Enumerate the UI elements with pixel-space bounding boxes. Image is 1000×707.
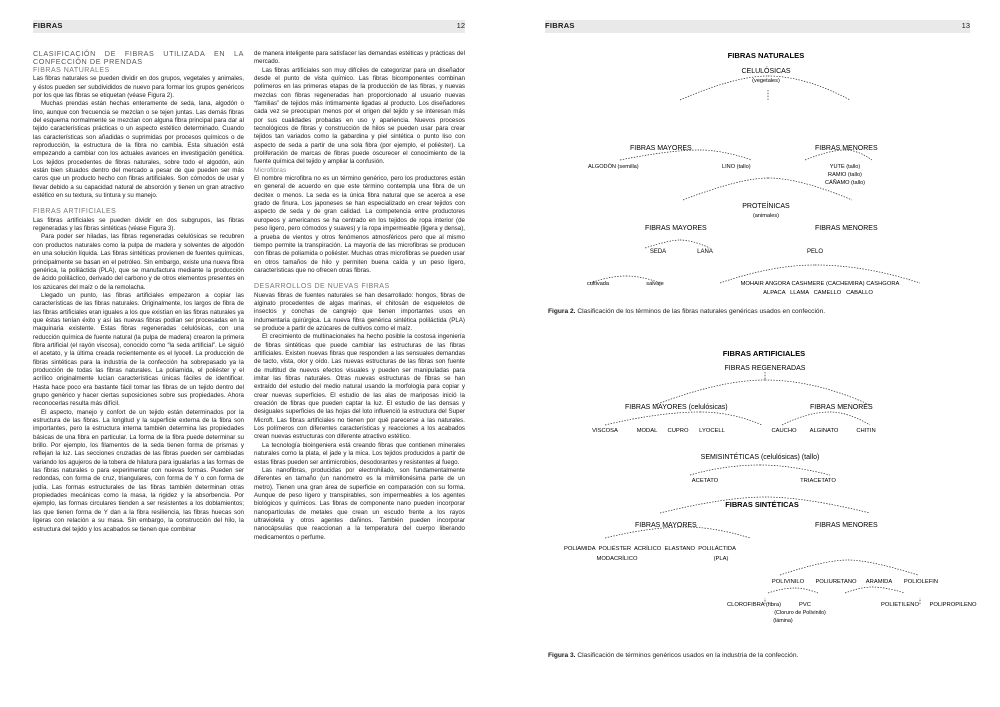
fig2-yute: YUTE (tallo) xyxy=(829,164,861,170)
section-heading: CLASIFICACIÓN DE FIBRAS UTILIZADA EN LA CONFECCIÓN DE PRENDAS xyxy=(33,49,244,67)
paragraph: Nuevas fibras de fuentes naturales se han desarrollado: hongos, fibras de alginato procedentes de algas marinas, el chitosán de esqueletos de insectos y conchas de cangrejo que tienen importantes usos en indumentaria quirúrgica. La nueva fibra genérica sintética poliláctida (PLA) se produce a partir de azúcares de cultivos como el maíz. xyxy=(254,291,465,333)
paragraph: El aspecto, manejo y confort de un tejido están determinados por la estructura de las fibras. La longitud y la superficie externa de la fibra son importantes, pero la estructura interna también determina las propiedades básicas de una fibra en particular. La forma de la fibra puede determinar su brillo. Por ejemplo, los filamentos de la seda tienen forma de prismas y reflejan la luz. Las secciones cruzadas de las fibras pueden ser cambiadas variando los agujeros de la tobera de hilatura para igualarlas a las formas de las fibras naturales o para experimentar con nuevas formas. Pueden ser redondas, con forma de cruz, triangulares, con forma de Y o con forma de judía. Las formas estructurales de las fibras también determinan otras propiedades mecánicas como la masa, la rigidez y la absorbencia. Por ejemplo, las formas circulares tienden a ser resistentes a los doblamientos; las que tienen forma de Y dan a la fibra resiliencia, las fibras huecas son ligeras con relación a su masa. Sin embargo, la construcción del hilo, la estructura del tejido y los acabados se tienen que combinar xyxy=(33,408,244,533)
fig2-canamo: CÁÑAMO (tallo) xyxy=(824,180,866,186)
paragraph: El nombre microfibra no es un término genérico, pero los productores están en general de acuerdo en que este término contempla una fibra de un decitex o menos. La seda es la única fibra natural que se acerca a ese grado de finura. Los japoneses se han especializado en crear tejidos con aspecto de seda y de gran calidad. La competencia entre productores europeos y americanos se ha centrado en los tejidos de ropa interior (de peso ligero, pero cómodos y suaves) y la ropa impermeable (ligera y densa), a prueba de vientos y otros fenómenos atmosféricos pero que al mismo tiempo permite la transpiración. La mayoría de las microfibras se producen con fibras de poliamida o poliéster. Muchas otras microfibras se pueden usar en otros tamaños de hilo y permiten buena caída y un peso ligero, características que no ofrecen otras fibras. xyxy=(254,175,465,274)
page-number: 13 xyxy=(961,21,970,30)
paragraph: Llegado un punto, las fibras artificiales empezaron a copiar las características de las fibras naturales. Originalmente, los largos de fibra de las fibras artificiales eran iguales a los que existían en las fibras naturales ya que éstas tenían éxito y así las nuevas fibras podían ser procesadas en la maquinaria existente. Estas fibras regeneradas celulósicas, con una reducción química de fuente natural (la pulpa de madera) crearon la primera fibra artificial (el rayón viscosa), conocido como “la seda artificial”. Le siguió el acetato, y la última creada recientemente es el lyocell. La producción de fibras sintéticas para la industria de la confección ha sobrepasado ya la producción de todas las fibras naturales. La poliamida, el poliéster y el acrílico originalmente lucían características únicas fáciles de identificar. Hasta hace poco era bastante fácil tomar las fibras de un tejido dentro del grupo genérico y hacer ciertas suposiciones sobre sus propiedades. Ahora reconocerlas resulta más difícil. xyxy=(33,291,244,408)
section-heading: FIBRAS NATURALES xyxy=(33,66,110,74)
paragraph: Las fibras artificiales se pueden dividir en dos subgrupos, las fibras regeneradas y las fibras sintéticas (véase Figura 3). xyxy=(33,216,244,233)
paragraph: de manera inteligente para satisfacer las demandas estéticas y prácticas del mercado. xyxy=(254,50,465,66)
fig3-aramida: ARAMIDA xyxy=(865,579,893,585)
page-number: 12 xyxy=(456,21,465,30)
fig2-celulosicas: CELULÓSICAS xyxy=(741,68,791,75)
fig3-modal: MODAL xyxy=(636,428,658,434)
fig3-modacrilico: MODACRÍLICO xyxy=(596,556,638,562)
text-column-2 xyxy=(254,50,465,542)
paragraph: Para poder ser hiladas, las fibras regeneradas celulósicas se recubren con productos naturales como la pulpa de madera y solventes de algodón en una solución líquida. Las fibras sintéticas provienen de fuentes químicas, principalmente se basan en el petróleo. Sin embargo, existe una nueva fibra genérica, la poliláctida (PLA), que se manufactura mediante la producción de ácido poliláctico, derivado del carbono y de otros elementos presentes en los azúcares del maíz o de la remolacha. xyxy=(33,233,244,291)
caption-label: Figura 3. xyxy=(548,652,576,659)
fig2-mayores2: FIBRAS MAYORES xyxy=(645,225,707,232)
fig3-mayores-cel: FIBRAS MAYORES (celulósicas) xyxy=(625,404,728,411)
fig3-pvc: PVC xyxy=(799,602,811,608)
fig3-pvc3: (lámina) xyxy=(773,618,793,624)
fig3-acetato: ACETATO xyxy=(691,478,719,484)
fig2-mohair-row: MOHAIR ANGORA CASHMERE (CACHEMIRA) CASHGORA xyxy=(740,281,900,287)
fig3-regeneradas: FIBRAS REGENERADAS xyxy=(724,365,806,372)
fig3-polipropileno: POLIPROPILENO xyxy=(929,602,977,608)
fig3-mayores2: FIBRAS MAYORES xyxy=(635,522,697,529)
running-header xyxy=(33,20,465,33)
fig3-triacetato: TRIACETATO xyxy=(800,478,836,484)
fig3-chitin: CHITIN xyxy=(856,428,876,434)
figure-3-caption xyxy=(548,652,798,659)
fig3-alginato: ALGINATO xyxy=(809,428,839,434)
fig2-menores1: FIBRAS MENORES xyxy=(815,145,878,152)
caption-label: Figura 2. xyxy=(548,308,576,315)
caption-text: Clasificación de los términos de las fibras naturales genéricas usados en confección. xyxy=(575,308,826,315)
section-heading: DESARROLLOS DE NUEVAS FIBRAS xyxy=(254,283,390,291)
fig2-cultivada: cultivada xyxy=(586,281,610,287)
spacer xyxy=(33,200,244,208)
fig2-salvaje: salvaje xyxy=(646,281,664,287)
fig3-polietileno: POLIETILENO xyxy=(880,602,920,608)
paragraph: Muchas prendas están hechas enteramente de seda, lana, algodón o lino, aunque con frecuencia se mezclan o se tejen juntas. Las demás fibras del esquema normalmente se mezclan con alguna fibra principal para dar al tejido características prácticas o un aspecto estético determinado. Cuando las características son añadidas o suprimidas por procesos químicos o de reproducción, la estructura de la fibra no cambia. Esta situación está empezando a cambiar con los actuales avances en investigación genética. Los tejidos procedentes de fibras naturales, sobre todo el algodón, aún están bien situados dentro del mercado a pesar de que pueden ser más caros que un producto hecho con fibras artificiales. Son cómodos de usar y llevar debido a su capacidad natural de absorción y tienen un gran atractivo estético en su textura, su tintura y su manejo. xyxy=(33,100,244,200)
fig3-clorofibra: CLOROFIBRA (fibra) xyxy=(726,602,782,608)
fig3-major-row: POLIAMIDA POLIÉSTER ACRÍLICO ELASTANO POLILÁCTIDA xyxy=(564,546,736,552)
fig3-title: FIBRAS ARTIFICIALES xyxy=(722,349,806,358)
fig3-poliuretano: POLIURETANO xyxy=(815,579,857,585)
running-header xyxy=(545,20,970,33)
fig2-mayores1: FIBRAS MAYORES xyxy=(630,145,692,152)
fig2-lino: LINO (tallo) xyxy=(722,164,751,170)
fig2-vegetales: (vegetales) xyxy=(752,78,780,84)
fig2-title: FIBRAS NATURALES xyxy=(727,51,805,60)
fig3-menores1: FIBRAS MENORES xyxy=(810,404,873,411)
fig2-proteinicas: PROTEÍNICAS xyxy=(742,203,790,210)
text-column-1 xyxy=(33,50,244,534)
fig2-menores2: FIBRAS MENORES xyxy=(815,225,878,232)
fig3-cupro: CUPRO xyxy=(667,428,689,434)
fig2-pelo: PELO xyxy=(806,249,824,255)
fig2-lana: LANA xyxy=(697,249,713,255)
paragraph: El crecimiento de multinacionales ha hecho posible la costosa ingeniería de fibras sintéticas que puede cambiar las estructuras de las fibras artificiales. Existen nuevas fibras que responden a las sensuales demandas de tacto, vista, olor y oído. Las nuevas estructuras de las fibras son fuente de multitud de nuevos efectos visuales y pueden ser manipuladas para imitar las fibras naturales. Otras nuevas estructuras de fibras se han extraído del estudio del medio natural usando la morfología para copiar y crear nuevas superficies. El estudio de las alas de mariposas inició la creación de fibras que pueden captar la luz. El estudio de las densas y desiguales superficies de las hojas del loto influenció la estructura del Super Microft. Las fibras artificiales no tienen por qué parecerse a las naturales. Los polímeros con diferentes características y reacciones a los acabados crean nuevas estructuras con diferente atractivo estético. xyxy=(254,333,465,441)
figure-2-diagram xyxy=(500,40,1000,305)
paragraph: Las fibras naturales se pueden dividir en dos grupos, vegetales y animales, y éstos pueden ser subdivididos de nuevo para formar los grupos genéricos por los que las fibras se etiquetan (véase Figura 2). xyxy=(33,75,244,99)
fig2-seda: SEDA xyxy=(649,249,667,255)
fig3-polivinilo: POLIVINILO xyxy=(771,579,805,585)
fig3-viscosa: VISCOSA xyxy=(592,428,618,434)
header-title: FIBRAS xyxy=(33,21,63,30)
fig3-sinteticas: FIBRAS SINTÉTICAS xyxy=(725,500,799,509)
paragraph: Las fibras artificiales son muy difíciles de categorizar para un diseñador desde el punto de vista químico. Las fibras bicomponentes combinan polímeros en las primeras etapas de la producción de las fibras, y nuevas mezclas con fibras regeneradas han proporcionado al usuario nuevas “familias” de tejidos más íntimamente ligadas al producto. Los diseñadores cada vez se preocupan menos por el origen del tejido y se interesan más por sus cualidades probadas en uso y apariencia. Nuevos procesos tecnológicos de fibras y construcción de hilos se pueden usar para crear tejidos tan variados como la gabardina y piel sintética o punto liso con aspecto de seda a partir de una sola fibra (por ejemplo, el poliéster). La proliferación de marcas de fibras puede oscurecer el conocimiento de la fuente química del tejido y ampliar la confusión. xyxy=(254,66,465,166)
section-heading: FIBRAS ARTIFICIALES xyxy=(33,208,117,216)
figure-2-caption xyxy=(548,308,825,315)
header-title: FIBRAS xyxy=(545,21,575,30)
paragraph: Las nanofibras, producidas por electrohilado, son fundamentalmente diferentes en tamaño (un nanómetro es la milmillonésima parte de un metro). Tienen una gran área de superficie en comparación con su forma. Aunque de peso ligero y transpirables, son impermeables a los agentes biológicos y químicos. Las fibras de componente nano pueden incorporar nanopartículas de metales que crean un escudo frente a los rayos ultravioleta y otros agentes dañinos. También pueden incorporar nanocápsulas que reaccionan a la temperatura del cuerpo liberando medicamentos o perfume. xyxy=(254,466,465,541)
spacer xyxy=(254,275,465,283)
section-heading: Microfibras xyxy=(254,166,287,174)
fig2-animales: (animales) xyxy=(752,213,780,219)
fig3-caucho: CAUCHO xyxy=(771,428,797,434)
fig3-pla: (PLA) xyxy=(713,556,729,562)
figure-3-diagram xyxy=(500,340,1000,645)
paragraph: La tecnología bioingeniera está creando fibras que contienen minerales naturales como la plata, el jade y la mica. Los tejidos producidos a partir de estas fibras pueden ser antimicrobios, desodorantes y resistentes al fuego. xyxy=(254,441,465,466)
fig2-algodon: ALGODÓN (semilla) xyxy=(588,164,639,170)
caption-text: Clasificación de términos genéricos usados en la industria de la confección. xyxy=(575,652,799,659)
fig3-lyocell: LYOCELL xyxy=(699,428,725,434)
fig2-ramio: RAMIO (tallo) xyxy=(828,172,862,178)
fig3-poliolefin: POLIOLEFIN xyxy=(903,579,939,585)
fig3-semisinteticas: SEMISINTÉTICAS (celulósicas) (tallo) xyxy=(700,454,820,461)
fig3-menores2: FIBRAS MENORES xyxy=(815,522,878,529)
fig3-pvc2: (Cloruro de Polivinilo) xyxy=(774,610,826,616)
right-page xyxy=(500,0,1000,707)
fig2-alpaca-row: ALPACA LLAMA CAMELLO CABALLO xyxy=(763,290,873,296)
